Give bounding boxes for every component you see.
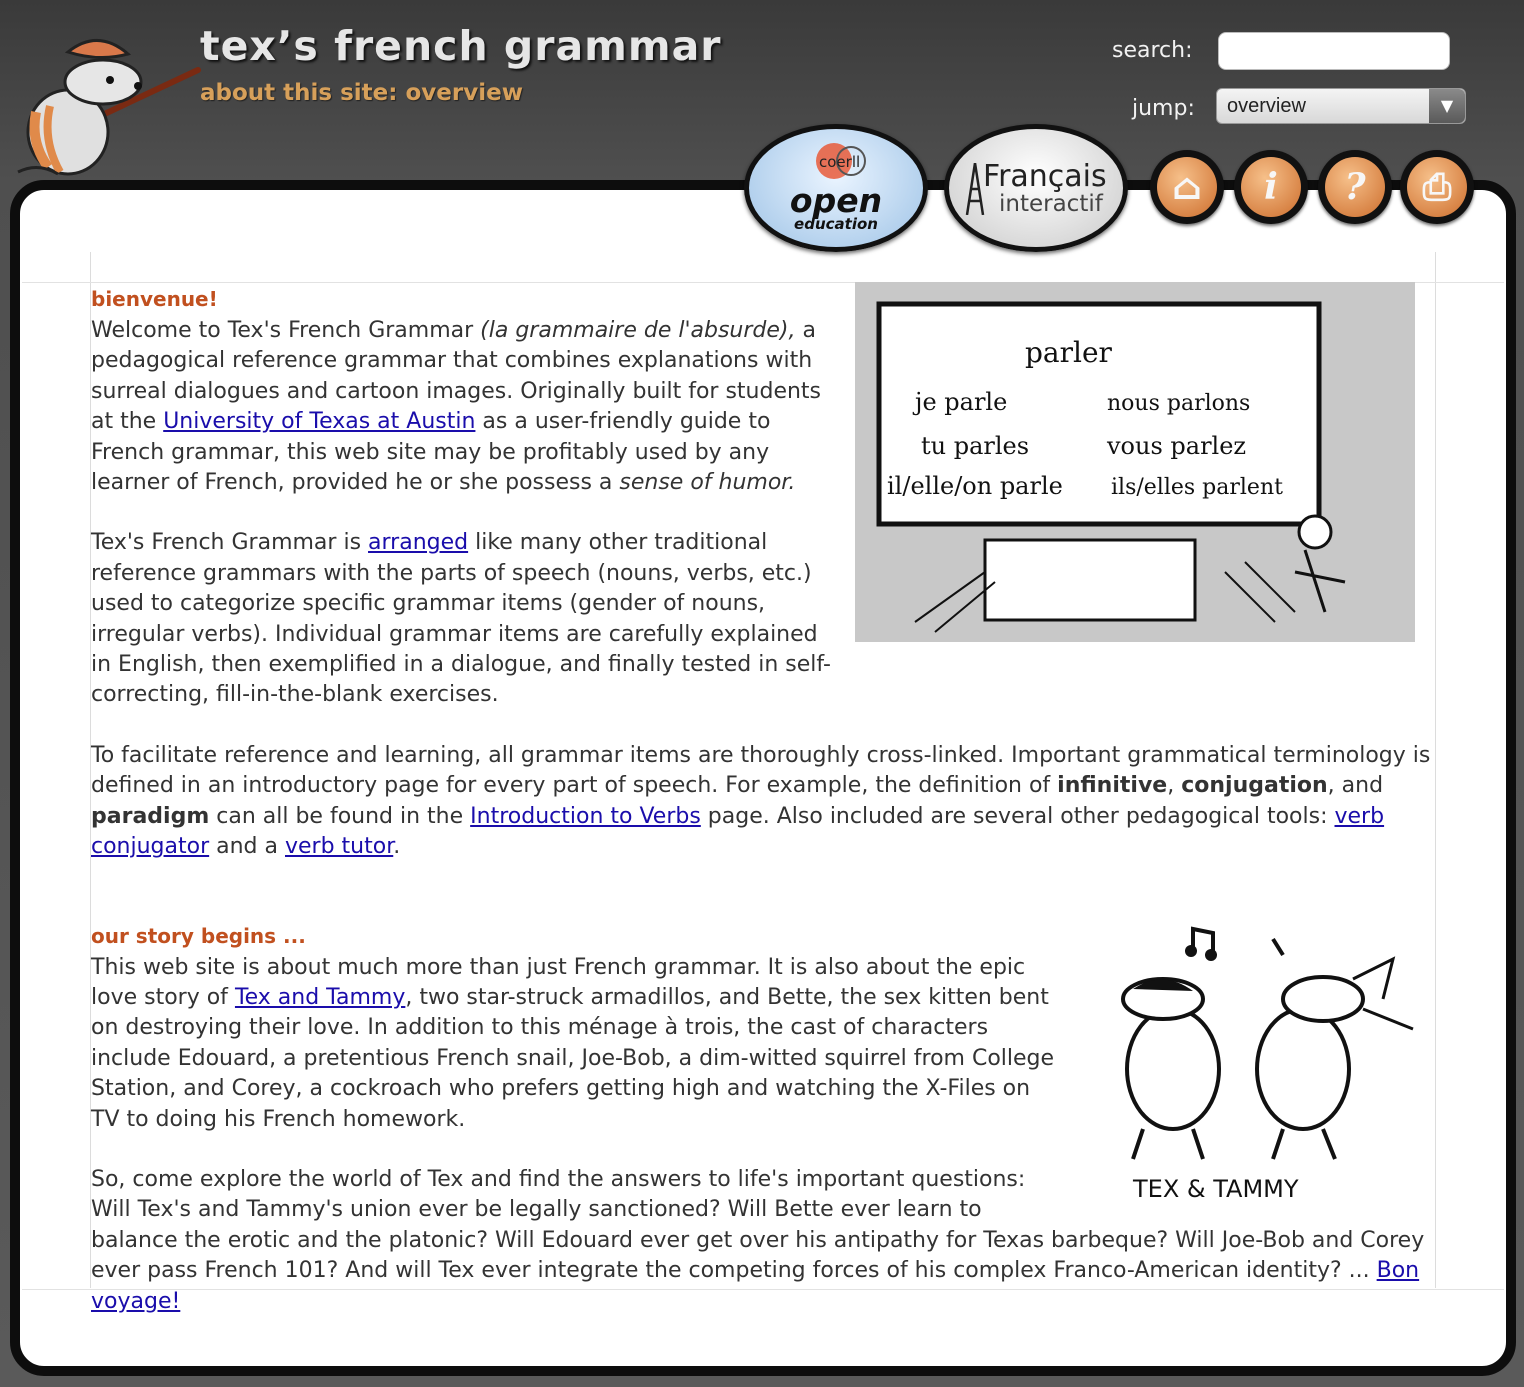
conj-right-2: vous parlez <box>1107 432 1247 460</box>
cartoon-caption: TEX & TAMMY <box>1133 1174 1299 1203</box>
conj-right-3: ils/elles parlent <box>1111 475 1283 500</box>
explore-paragraph: So, come explore the world of Tex and find the answers to life's important questions: Will Tex's and Tammy's union ever be legally sanctioned? Will Bette ever learn to balance the erotic and the platonic? Will Edouard ever get over his antipathy for Texas barbeque? Will Joe-Bob and Corey ever pass French 101? And will Tex ever integrate the competing forces of his complex Franco-American identity? ... Bon voyage! <box>91 1166 1425 1314</box>
verb-conjugator-link[interactable]: verb conjugator <box>91 803 1385 860</box>
open-education-sub: education <box>794 215 878 233</box>
chevron-down-icon: ▼ <box>1429 89 1465 123</box>
open-education-main: open <box>789 181 883 220</box>
info-icon: i <box>1241 157 1301 217</box>
print-button[interactable] <box>1400 150 1474 224</box>
open-education-badge[interactable] <box>744 124 928 252</box>
svg-text:coerll: coerll <box>819 153 861 171</box>
intro-to-verbs-link[interactable]: Introduction to Verbs <box>470 803 701 829</box>
bon-voyage-link[interactable]: Bon voyage! <box>91 1258 1420 1314</box>
chalkboard-cartoon <box>855 282 1415 642</box>
intro-paragraph: Welcome to Tex's French Grammar (la grammaire de l'absurde), a pedagogical reference grammar that combines explanations with surreal dialogues and cartoon images. Originally built for students at the University of Texas at Austin as a user-friendly guide to French grammar, this web site may be profitably used by any learner of French, provided he or she possess a sense of humor. <box>91 318 822 496</box>
tex-armadillo-logo[interactable] <box>8 22 208 182</box>
conj-left-2: tu parles <box>921 432 1030 460</box>
verb-tutor-link[interactable]: verb tutor <box>285 834 394 860</box>
francais-interactif-main: Français <box>983 159 1107 194</box>
coerll-logo-icon <box>789 141 899 181</box>
search-label: search: <box>1112 38 1193 63</box>
print-icon: ⎙ <box>1407 157 1467 217</box>
arrangement-paragraph: Tex's French Grammar is arranged like many other traditional reference grammars with the parts of speech (nouns, verbs, etc.) used to categorize specific grammar items (gender of nouns, irregular verbs). Individual grammar items are carefully explained in English, then exemplified in a dialogue, and finally tested in self-correcting, fill-in-the-blank exercises. <box>91 530 831 708</box>
conj-left-3: il/elle/on parle <box>887 472 1063 500</box>
jump-select[interactable] <box>1216 88 1466 124</box>
jump-label: jump: <box>1132 96 1195 121</box>
site-title[interactable]: tex’s french grammar <box>200 22 722 70</box>
page-subtitle: about this site: overview <box>200 80 523 106</box>
story-paragraph: This web site is about much more than just French grammar. It is also about the epic love story of Tex and Tammy, two star-struck armadillos, and Bette, the sex kitten bent on destroying their love. In addition to this ménage à trois, the cast of characters include Edouard, a pretentious French snail, Joe-Bob, a dim-witted squirrel from College Station, and Corey, a cockroach who prefers getting high and watching the X-Files on TV to doing his French homework. <box>91 954 1055 1132</box>
home-icon: ⌂ <box>1157 157 1217 217</box>
francais-interactif-badge[interactable] <box>944 124 1128 252</box>
info-button[interactable] <box>1234 150 1308 224</box>
crosslink-paragraph: To facilitate reference and learning, all grammar items are thoroughly cross-linked. Important grammatical terminology is defined in an introductory page for every part of speech. For example, the definition of infinitive, conjugation, and paradigm can all be found in the Introduction to Verbs page. Also included are several other pedagogical tools: verb conjugator and a verb tutor. <box>91 742 1431 860</box>
arranged-link[interactable]: arranged <box>368 530 469 556</box>
conj-left-1: je parle <box>915 388 1008 416</box>
section-heading-story: our story begins ... <box>91 923 306 948</box>
home-button[interactable] <box>1150 150 1224 224</box>
francais-interactif-sub: interactif <box>999 191 1103 217</box>
tex-and-tammy-link[interactable]: Tex and Tammy <box>234 984 406 1010</box>
tex-and-tammy-cartoon <box>1073 919 1433 1209</box>
search-input[interactable] <box>1218 32 1450 70</box>
jump-selected-value: overview <box>1227 95 1306 117</box>
main-content <box>91 282 1433 1317</box>
section-heading-bienvenue: bienvenue! <box>91 287 218 311</box>
help-icon: ? <box>1325 157 1385 217</box>
conj-right-1: nous parlons <box>1107 391 1251 416</box>
ut-austin-link[interactable]: University of Texas at Austin <box>163 409 476 435</box>
help-button[interactable] <box>1318 150 1392 224</box>
chalkboard-title: parler <box>1025 336 1112 369</box>
